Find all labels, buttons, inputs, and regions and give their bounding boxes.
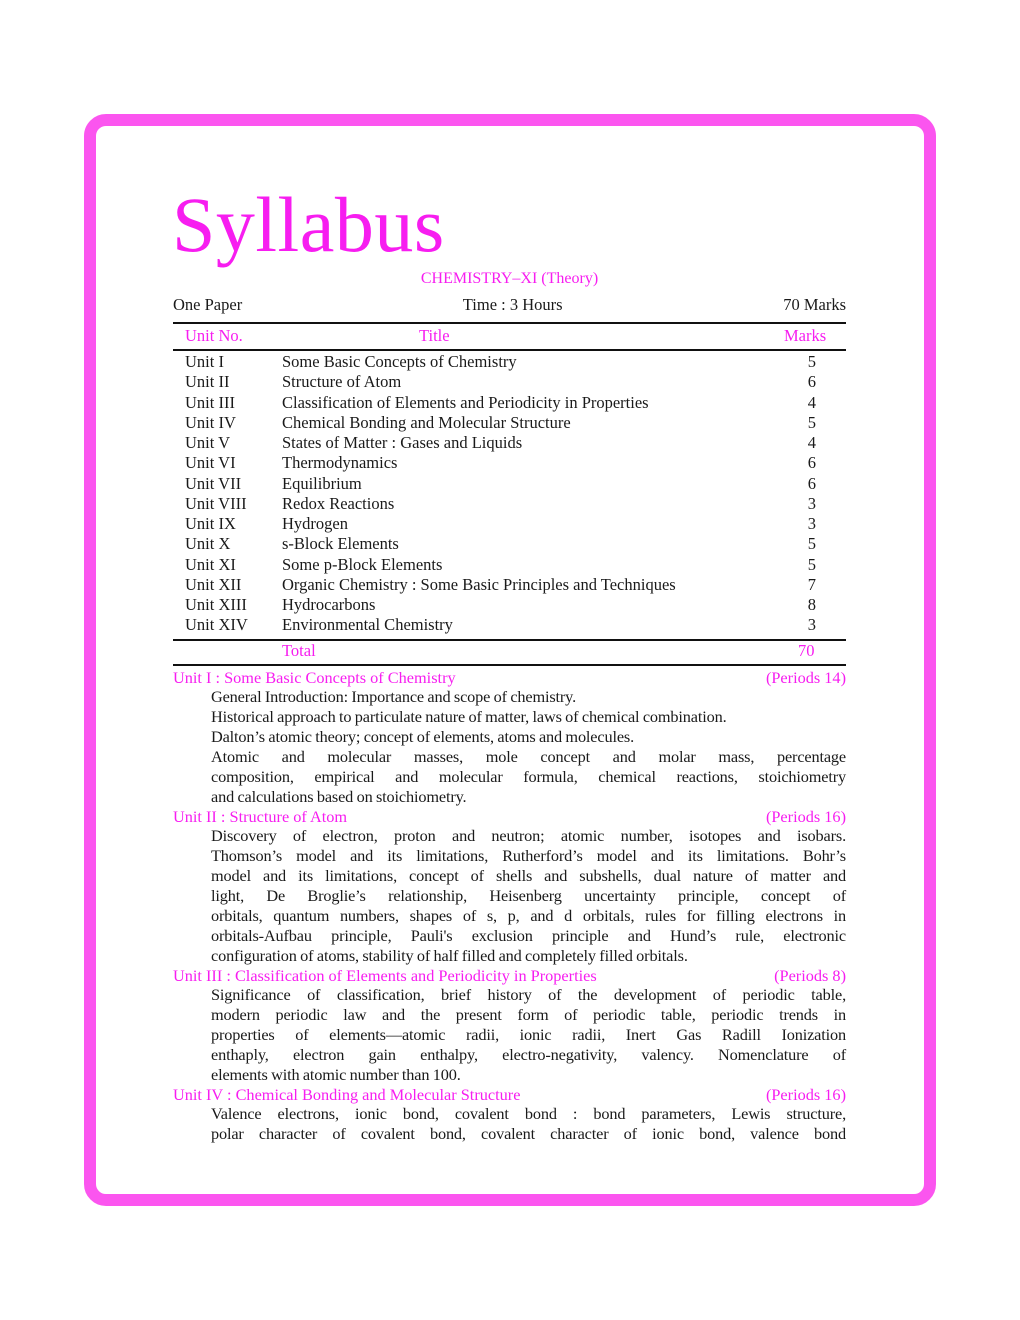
unit-marks: 3 [807, 615, 816, 635]
table-top-rule [173, 322, 846, 324]
table-row [173, 514, 846, 534]
page-title: Syllabus [172, 181, 445, 268]
section-title: Unit I : Some Basic Concepts of Chemistry [173, 668, 456, 687]
unit-title: Hydrogen [282, 514, 348, 533]
total-value: 70 [798, 641, 815, 660]
exam-meta [173, 295, 846, 315]
table-row [173, 352, 846, 372]
table-row [173, 534, 846, 554]
unit-marks: 6 [807, 372, 816, 392]
unit-title: Environmental Chemistry [282, 615, 453, 635]
paragraph-line: Historical approach to particulate nature of matter, laws of chemical combination. [211, 707, 727, 726]
section-heading [173, 668, 846, 687]
unit-number: Unit XIV [185, 615, 248, 635]
table-row [173, 453, 846, 473]
unit-marks: 6 [807, 453, 816, 473]
unit-number: Unit VI [185, 453, 236, 473]
paragraph-line: enthaply, electron gain enthalpy, electro-negativity, valency. Nomenclature of [211, 1045, 846, 1064]
paragraph-line: model and its limitations, concept of shells and subshells, dual nature of matter and [211, 866, 846, 885]
paragraph-line: and calculations based on stoichiometry. [211, 787, 467, 806]
exam-time: Time : 3 Hours [462, 295, 563, 314]
unit-marks: 8 [807, 595, 816, 614]
unit-marks: 5 [807, 534, 816, 554]
paragraph-line: Dalton’s atomic theory; concept of elements, atoms and molecules. [211, 727, 635, 746]
unit-title: Organic Chemistry : Some Basic Principles and Techniques [282, 574, 676, 594]
unit-title: Hydrocarbons [282, 595, 376, 614]
subject-subtitle: CHEMISTRY–XI (Theory) [420, 270, 599, 287]
section-periods: (Periods 8) [774, 966, 846, 985]
section-title: Unit II : Structure of Atom [173, 807, 348, 826]
unit-marks: 4 [807, 433, 816, 452]
unit-number: Unit I [185, 352, 224, 371]
paragraph-line: General Introduction: Importance and scope of chemistry. [211, 687, 577, 706]
table-end-rule [173, 664, 846, 666]
unit-number: Unit XII [185, 574, 242, 594]
unit-marks: 4 [807, 392, 816, 412]
section-heading [173, 807, 846, 826]
unit-title: Redox Reactions [282, 493, 395, 513]
section-title: Unit III : Classification of Elements and Periodicity in Properties [173, 966, 597, 985]
unit-title: Equilibrium [282, 473, 362, 493]
section-heading [173, 1085, 846, 1104]
table-row [173, 413, 846, 433]
units-table [173, 352, 846, 636]
unit-section [173, 668, 846, 807]
unit-number: Unit VIII [185, 493, 247, 513]
section-periods: (Periods 16) [765, 1085, 846, 1104]
unit-marks: 3 [807, 514, 816, 533]
table-row [173, 555, 846, 575]
section-heading [173, 966, 846, 985]
table-row [173, 494, 846, 514]
table-row [173, 393, 846, 413]
paragraph-line: configuration of atoms, stability of half filled and completely filled orbitals. [211, 946, 688, 965]
section-title: Unit IV : Chemical Bonding and Molecular Structure [173, 1085, 521, 1104]
table-row [173, 595, 846, 615]
unit-title: States of Matter : Gases and Liquids [282, 433, 523, 452]
table-bottom-rule [173, 639, 846, 641]
unit-title: Structure of Atom [282, 372, 402, 392]
paragraph-line: properties of elements—atomic radii, ionic radii, Inert Gas Radill Ionization [211, 1025, 846, 1044]
table-row [173, 372, 846, 392]
header-title: Title [419, 326, 450, 345]
table-row [173, 474, 846, 494]
unit-number: Unit V [185, 433, 231, 452]
unit-marks: 5 [807, 554, 816, 574]
unit-number: Unit IX [185, 514, 236, 533]
paper-count: One Paper [173, 295, 243, 314]
unit-title: Some Basic Concepts of Chemistry [282, 352, 517, 371]
total-label: Total [282, 641, 316, 660]
total-marks: 70 Marks [783, 295, 846, 314]
paragraph-line: modern periodic law and the present form of periodic table, periodic trends in [211, 1005, 846, 1024]
unit-marks: 5 [807, 412, 816, 432]
unit-title: Classification of Elements and Periodicity in Properties [282, 392, 649, 412]
unit-marks: 5 [807, 352, 816, 371]
table-header-rule [173, 349, 846, 351]
unit-number: Unit II [185, 372, 230, 392]
unit-number: Unit X [185, 534, 231, 554]
paragraph-line: orbitals-Aufbau principle, Pauli's exclusion principle and Hund’s rule, electronic [211, 926, 846, 945]
table-row [173, 615, 846, 635]
table-row [173, 575, 846, 595]
paragraph-line: Valence electrons, ionic bond, covalent bond : bond parameters, Lewis structure, [211, 1104, 846, 1123]
unit-section [173, 1085, 846, 1144]
unit-title: Chemical Bonding and Molecular Structure [282, 412, 571, 432]
paragraph-line: Significance of classification, brief history of the development of periodic table, [211, 985, 846, 1004]
unit-title: s-Block Elements [282, 534, 399, 554]
paragraph-line: Discovery of electron, proton and neutron; atomic number, isotopes and isobars. [211, 826, 846, 845]
unit-marks: 7 [807, 574, 816, 594]
unit-title: Thermodynamics [282, 453, 398, 473]
paragraph-line: composition, empirical and molecular formula, chemical reactions, stoichiometry [211, 767, 846, 786]
paragraph-line: Atomic and molecular masses, mole concept and molar mass, percentage [211, 747, 846, 766]
unit-details [173, 668, 846, 1144]
paragraph-line: light, De Broglie’s relationship, Heisenberg uncertainty principle, concept of [211, 886, 846, 905]
unit-number: Unit IV [185, 412, 236, 432]
section-periods: (Periods 16) [765, 807, 846, 826]
unit-section [173, 966, 846, 1085]
paragraph-line: orbitals, quantum numbers, shapes of s, p, and d orbitals, rules for filling electrons in [211, 906, 846, 925]
unit-number: Unit XI [185, 554, 236, 574]
table-row [173, 433, 846, 453]
unit-marks: 6 [807, 473, 816, 493]
paragraph-line: polar character of covalent bond, covalent character of ionic bond, valence bond [211, 1124, 846, 1143]
header-marks: Marks [784, 326, 827, 345]
unit-number: Unit VII [185, 473, 242, 493]
paragraph-line: elements with atomic number than 100. [211, 1065, 461, 1084]
unit-marks: 3 [807, 493, 816, 513]
header-unit: Unit No. [185, 326, 243, 345]
unit-number: Unit XIII [185, 595, 247, 614]
unit-number: Unit III [185, 392, 235, 412]
unit-title: Some p-Block Elements [282, 554, 443, 574]
paragraph-line: Thomson’s model and its limitations, Rutherford’s model and its limitations. Bohr’s [211, 846, 846, 865]
section-periods: (Periods 14) [765, 668, 846, 687]
unit-section [173, 807, 846, 966]
